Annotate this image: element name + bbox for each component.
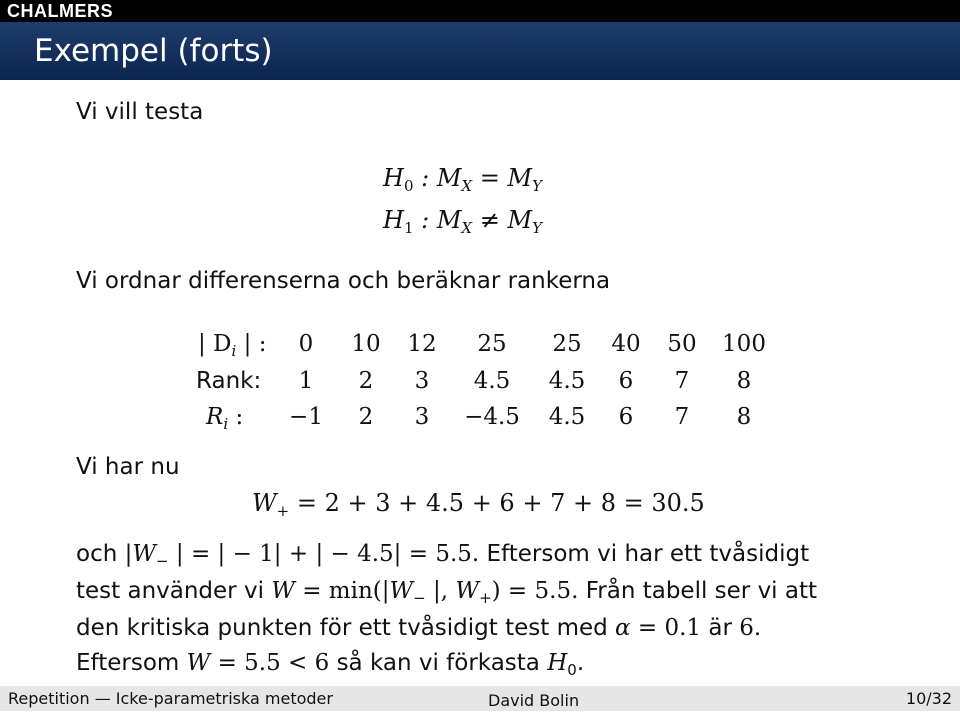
d-value: 50: [667, 331, 697, 357]
rank-value: 6: [618, 368, 634, 394]
top-bar: [0, 0, 960, 22]
rank-value: 3: [414, 368, 430, 394]
rank-value: 7: [674, 368, 690, 394]
signed-rank-value: −4.5: [464, 404, 520, 430]
have-text: Vi har nu: [76, 454, 180, 480]
footer-author: David Bolin: [488, 691, 580, 710]
footer-bar: [0, 686, 960, 711]
hypothesis-h0: $H_0$ : $M_X = M_Y$: [383, 164, 542, 195]
paragraph-line-4: Eftersom W = 5.5 < 6 så kan vi förkasta $H_0$.: [76, 650, 585, 679]
title-bar: [0, 22, 960, 80]
w-plus-equation: $W_+ = 2 + 3 + 4.5 + 6 + 7 + 8 = 30.5$: [252, 489, 705, 520]
row-label-rank: Rank:: [196, 368, 262, 394]
hypothesis-h1: $H_1$ : $M_X \ne M_Y$: [383, 206, 542, 237]
signed-rank-value: 3: [414, 404, 430, 430]
footer-section: Repetition — Icke-parametriska metoder: [8, 689, 333, 708]
signed-rank-value: 8: [736, 404, 752, 430]
rank-value: 4.5: [548, 368, 586, 394]
rank-intro-text: Vi ordnar differenserna och beräknar rankerna: [76, 268, 611, 294]
d-value: 10: [351, 331, 381, 357]
d-value: 25: [477, 331, 507, 357]
rank-value: 8: [736, 368, 752, 394]
rank-value: 4.5: [473, 368, 511, 394]
footer-page-number: 10/32: [905, 689, 952, 708]
chalmers-logo: CHALMERS: [7, 1, 113, 21]
paragraph-line-2: test använder vi $W = \min(|W_-$ |, $W_+) = 5.5$. Från tabell ser vi att: [76, 578, 818, 607]
d-value: 40: [611, 331, 641, 357]
signed-rank-value: 4.5: [548, 404, 586, 430]
signed-rank-value: 2: [358, 404, 374, 430]
row-label-d: | $D_i$ | :: [198, 331, 267, 360]
d-value: 0: [298, 331, 314, 357]
rank-value: 1: [298, 368, 314, 394]
d-value: 25: [552, 331, 582, 357]
page-title: Exempel (forts): [34, 33, 273, 69]
intro-text: Vi vill testa: [76, 99, 204, 125]
row-signed-ranks: [170, 402, 790, 438]
row-abs-differences: [170, 329, 790, 365]
row-label-r: $R_i$ :: [206, 404, 244, 433]
signed-rank-value: 6: [618, 404, 634, 430]
d-value: 12: [407, 331, 437, 357]
rank-value: 2: [358, 368, 374, 394]
d-value: 100: [722, 331, 766, 357]
row-rank: [170, 366, 790, 402]
signed-rank-value: 7: [674, 404, 690, 430]
paragraph-line-3: den kritiska punkten för ett tvåsidigt test med α = 0.1 är 6.: [76, 615, 762, 641]
paragraph-line-1: och $|W_-$ | = | − 1| + | − 4.5| = 5.5. Eftersom vi har ett tvåsidigt: [76, 541, 810, 570]
signed-rank-value: −1: [289, 404, 323, 430]
